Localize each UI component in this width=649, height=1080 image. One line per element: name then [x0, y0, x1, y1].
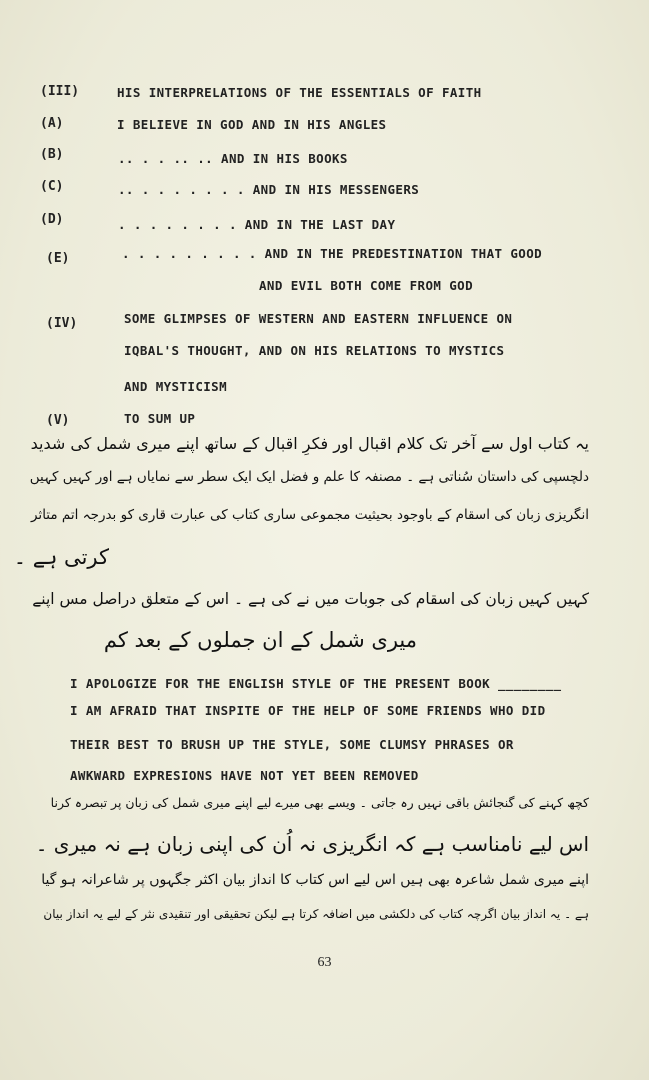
outline-number: (B) [40, 147, 64, 162]
outline-number: (E) [46, 251, 70, 266]
quote-line: AWKWARD EXPRESIONS HAVE NOT YET BEEN REMOVED [70, 768, 419, 783]
outline-text: .. . . .. .. AND IN HIS BOOKS [118, 151, 348, 166]
quote-line: I AM AFRAID THAT INSPITE OF THE HELP OF SOME FRIENDS WHO DID [70, 703, 546, 718]
outline-text: AND EVIL BOTH COME FROM GOD [259, 278, 473, 293]
urdu-line: کرتی ہے ۔ [13, 545, 109, 569]
page-number: 63 [317, 955, 332, 970]
outline-text: SOME GLIMPSES OF WESTERN AND EASTERN INFLUENCE ON [124, 311, 513, 326]
quote-line: THEIR BEST TO BRUSH UP THE STYLE, SOME CLUMSY PHRASES OR [70, 737, 514, 752]
urdu-line: یہ کتاب اول سے آخر تک کلام اقبال اور فکرِ اقبال کے ساتھ اپنے میری شمل کی شدید [30, 434, 589, 453]
outline-number: (IV) [46, 316, 78, 331]
outline-number: (A) [40, 116, 64, 131]
outline-text: HIS INTERPRELATIONS OF THE ESSENTIALS OF FAITH [117, 85, 482, 100]
outline-number: (C) [40, 179, 64, 194]
outline-text: AND MYSTICISM [124, 379, 228, 394]
outline-number: (III) [40, 84, 80, 99]
outline-text: TO SUM UP [124, 411, 196, 426]
urdu-line: کہیں کہیں زبان کی اسقام کی جوبات میں نے کی ہے ۔ اس کے متعلق دراصل مس اپنے [32, 590, 589, 608]
outline-number: (D) [40, 212, 64, 227]
urdu-line: انگریزی زبان کی اسقام کے باوجود بحیثیت مجموعی ساری کتاب کی عبارت قاری کو بدرجہ اتم متاثر [30, 507, 589, 523]
urdu-line: اس لیے نامناسب ہے کہ انگریزی نہ اُن کی اپنی زبان ہے نہ میری ۔ [35, 832, 589, 856]
outline-number: (V) [46, 413, 70, 428]
quote-line: I APOLOGIZE FOR THE ENGLISH STYLE OF THE PRESENT BOOK ________ [70, 676, 562, 691]
outline-text: IQBAL'S THOUGHT, AND ON HIS RELATIONS TO MYSTICS [124, 343, 505, 358]
urdu-line: اپنے میری شمل شاعرہ بھی ہیں اس لیے اس کتاب کا انداز بیان اکثر جگہوں پر شاعرانہ ہو گیا [41, 872, 589, 888]
urdu-line: ہے ۔ یہ انداز بیان اگرچہ کتاب کی دلکشی میں اضافہ کرتا ہے لیکن تحقیقی اور تنقیدی نثر کے لیے یہ انداز بیان [43, 907, 589, 921]
outline-text: I BELIEVE IN GOD AND IN HIS ANGLES [117, 117, 387, 132]
urdu-line: کچھ کہنے کی گنجائش باقی نہیں رہ جاتی ۔ ویسے بھی میرے لیے اپنے میری شمل کی زبان پر تبصرہ کرنا [50, 795, 589, 810]
outline-text: . . . . . . . . . AND IN THE PREDESTINATION THAT GOOD [122, 246, 543, 261]
urdu-line: میری شمل کے ان جملوں کے بعد کم [103, 628, 417, 652]
urdu-line: دلچسپی کی داستان سُناتی ہے ۔ مصنفہ کا علم و فضل ایک ایک سطر سے نمایاں ہے اور کہیں کہیں [29, 469, 589, 485]
outline-text: .. . . . . . . . AND IN HIS MESSENGERS [118, 182, 420, 197]
outline-text: . . . . . . . . AND IN THE LAST DAY [118, 217, 396, 232]
